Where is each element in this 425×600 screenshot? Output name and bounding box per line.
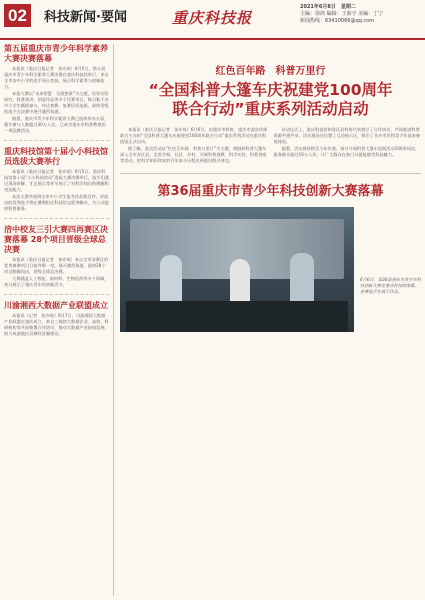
newspaper-brand: 重庆科技报	[172, 9, 253, 27]
main-headline-line-1: “全国科普大篷车庆祝建党100周年	[148, 81, 393, 99]
story-headline: 重庆科技馆第十届小小科技馆员选拔大赛举行	[4, 147, 108, 166]
story-2	[4, 147, 109, 212]
article-paragraph: 启动仪式上，重庆科技馆和各区县科协代表签订了合作协议，共同推进科普资源共建共享。活动现场还设置了互动展示区，吸引了众多市民和青少年前来参观体验。	[273, 127, 421, 144]
second-headline: 第36届重庆市青少年科技创新大赛落幕	[120, 173, 421, 199]
page-number: 02	[4, 4, 31, 27]
article-paragraph: 据了解，此次活动以“红色百年路 科普万里行”为主题，将组织科普大篷车深入全市各区县，走进学校、社区、乡村，开展科普展教、科学实验、科普讲座等活动，把科学知识和党的百年奋斗历程送到基层群众身边。	[120, 146, 267, 163]
story-paragraph: 本报讯（重庆日报记者 张亦筑）6月5日，第五届重庆市青少年科学素养大赛决赛在重庆科技馆举行，来自全市各中小学的选手同台竞技，展示科学素养与创新能力。	[4, 66, 109, 89]
story-headline: 第五届重庆市青少年科学素养大赛决赛落幕	[4, 44, 108, 63]
divider	[4, 294, 109, 295]
story-4	[4, 301, 109, 337]
main-article-area	[120, 44, 421, 596]
body-column-right	[274, 127, 422, 165]
divider	[4, 218, 109, 219]
body-column-left	[120, 127, 268, 165]
story-paragraph: 本报讯（记者 张亦筑）6月7日，川渝湘西大数据产业联盟在重庆成立，来自三地的大数据企业、高校、科研机构等共同签署合作协议，推动大数据产业协同发展，助力成渝地区双城经济圈建设。	[4, 313, 109, 336]
issue-date: 2021年6月8日 星期二	[300, 4, 356, 10]
editor-credits: 主编：徐鸿 编辑：王新宇 美编：丁宁	[300, 11, 384, 17]
divider	[4, 140, 109, 141]
story-3	[4, 225, 109, 288]
photo-table	[126, 301, 348, 332]
story-paragraph: 据悉，重庆市青少年科学素养大赛已连续举办五届，累计参与人数超过30万人次，已成为重庆市科普教育的一项品牌活动。	[4, 116, 109, 133]
story-1	[4, 44, 109, 134]
story-headline: 川渝湘西大数据产业联盟成立	[4, 301, 108, 310]
issue-meta	[300, 4, 420, 25]
story-headline: 涪中校友三引大赛四再赛区决赛落幕 28个项目晋级全球总决赛	[4, 225, 108, 254]
news-photo	[120, 207, 354, 332]
article-paragraph: 本报讯（重庆日报记者 张亦筑）6月6日，由重庆市科协、重庆市委宣传部联合主办的“全国科普大篷车庆祝建党100周年联合行动”重庆系列活动在重庆科技馆正式启动。	[120, 127, 268, 144]
story-paragraph: 大赛涵盖人工智能、新材料、生物医药等多个领域，充分展示了重庆青年的创新活力。	[4, 276, 109, 287]
story-paragraph: 本次大赛共收到全市中小学生报名作品数百件，评选出的优秀选手将在暑期担任科技馆志愿讲解员，为公众提供科普服务。	[4, 194, 109, 211]
main-headline	[120, 81, 421, 119]
masthead	[0, 0, 425, 40]
story-paragraph: 本报讯（重庆日报记者 张亦筑）6月5日，重庆科技馆第十届“小小科技馆员”选拔大赛决赛举行，选手们通过现场讲解、才艺展示等环节展示了对科学知识的理解和表达能力。	[4, 169, 109, 192]
main-headline-line-2: 联合行动”重庆系列活动启动	[172, 100, 369, 118]
story-paragraph: 本届大赛以“未来智慧 无限想象”为主题，设有实验探究、科普演讲、创意作品等多个比赛项目，吸引数千名中小学生踊跃参与，经过初赛、复赛层层选拔，最终晋级的选手在决赛中展开激烈角逐。	[4, 91, 109, 114]
photo-caption: 6月6日，第36届重庆市青少年科技创新大赛在重庆科技馆落幕，参赛选手在展示作品。	[360, 277, 421, 294]
headline-kicker: 红色百年路 科普万里行	[215, 66, 326, 77]
left-column	[4, 44, 114, 596]
contact-line: 新闻热线：63410066@qq.com	[300, 18, 375, 24]
main-article-body	[120, 127, 421, 165]
story-paragraph: 本报讯（重庆日报记者 张亦筑）来自全市各赛区的优秀参赛项目日前齐聚一堂，展开激烈角逐，最终28个项目脱颖而出，晋级全球总决赛。	[4, 257, 109, 274]
section-title: 科技新闻·要闻	[44, 10, 127, 25]
photo-block	[120, 207, 421, 332]
article-paragraph: 据悉，活动将持续至今年年底，预计开展科普大篷车巡展活动100余场次，服务群众超过10万人次，让广大群众在家门口就能感受科技魅力。	[273, 146, 420, 157]
